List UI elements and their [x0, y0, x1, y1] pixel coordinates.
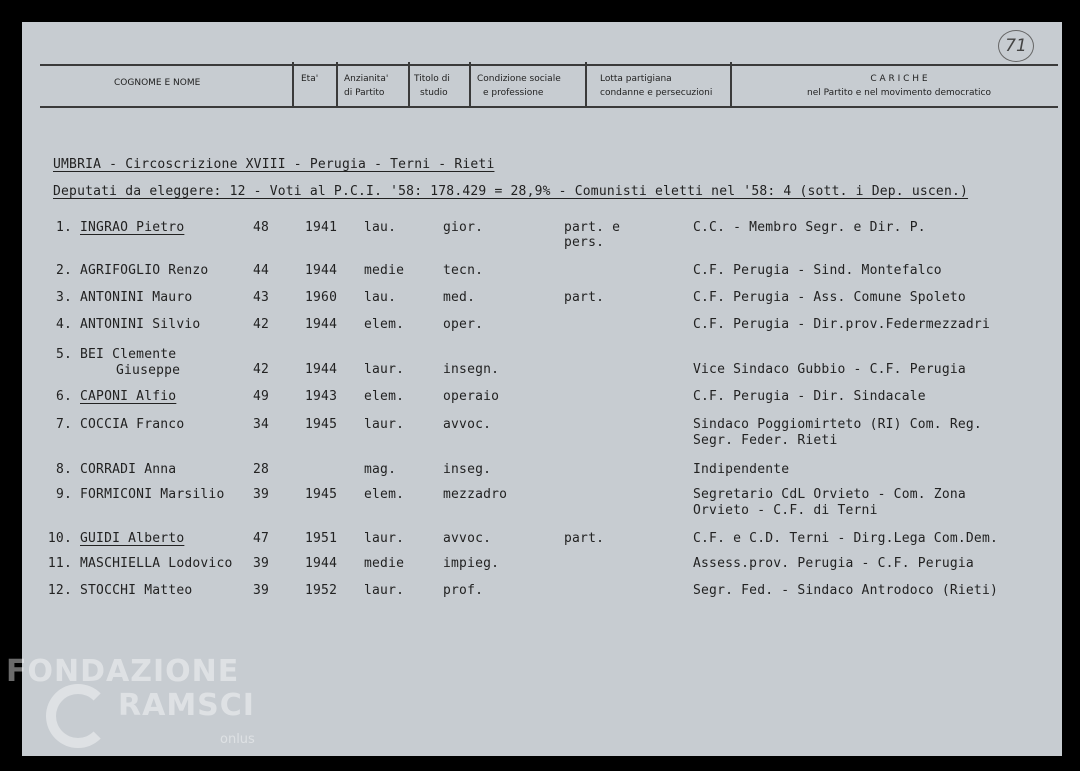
profession: inseg.	[443, 462, 492, 477]
party-role: C.C. - Membro Segr. e Dir. P.	[693, 220, 926, 235]
party-role: C.F. Perugia - Dir. Sindacale	[693, 389, 926, 404]
watermark-line3: onlus	[220, 732, 255, 747]
candidate-name: FORMICONI Marsilio	[80, 487, 225, 502]
column-divider	[730, 62, 732, 106]
party-role: C.F. Perugia - Dir.prov.Federmezzadri	[693, 317, 990, 332]
header-name: COGNOME E NOME	[114, 78, 201, 88]
header-education-1: Titolo di	[414, 74, 450, 84]
party-role: Segretario CdL Orvieto - Com. Zona	[693, 487, 966, 502]
column-divider	[336, 62, 338, 106]
candidate-name: GUIDI Alberto	[80, 531, 185, 546]
candidate-age: 42	[253, 362, 270, 377]
profession: insegn.	[443, 362, 500, 377]
education: lau.	[364, 220, 397, 235]
row-number: 11.	[47, 556, 72, 571]
candidate-age: 48	[253, 220, 270, 235]
profession: oper.	[443, 317, 484, 332]
candidate-name: ANTONINI Silvio	[80, 317, 201, 332]
party-year: 1945	[305, 487, 338, 502]
profession: prof.	[443, 583, 484, 598]
education: laur.	[364, 362, 405, 377]
party-role: Indipendente	[693, 462, 790, 477]
partisan-record: part.	[564, 531, 605, 546]
education: laur.	[364, 583, 405, 598]
party-role: Assess.prov. Perugia - C.F. Perugia	[693, 556, 974, 571]
party-year: 1941	[305, 220, 338, 235]
profession: mezzadro	[443, 487, 508, 502]
candidate-name: Giuseppe	[116, 363, 181, 378]
profession: impieg.	[443, 556, 500, 571]
header-education-2: studio	[420, 88, 448, 98]
partisan-record: part.	[564, 290, 605, 305]
party-role: Sindaco Poggiomirteto (RI) Com. Reg.	[693, 417, 982, 432]
party-role: Vice Sindaco Gubbio - C.F. Perugia	[693, 362, 966, 377]
profession: operaio	[443, 389, 500, 404]
party-year: 1952	[305, 583, 338, 598]
profession: avvoc.	[443, 417, 492, 432]
column-divider	[292, 62, 294, 106]
candidate-age: 39	[253, 556, 270, 571]
deputies-line: Deputati da eleggere: 12 - Voti al P.C.I. '58: 178.429 = 28,9% - Comunisti eletti nel '58: 4 (sott. i Dep. uscen.)	[53, 184, 969, 199]
candidate-age: 39	[253, 487, 270, 502]
party-role: Segr. Feder. Rieti	[693, 433, 838, 448]
candidate-age: 49	[253, 389, 270, 404]
watermark-g-logo	[46, 684, 110, 748]
candidate-age: 44	[253, 263, 270, 278]
party-role: C.F. Perugia - Sind. Montefalco	[693, 263, 942, 278]
party-role: Segr. Fed. - Sindaco Antrodoco (Rieti)	[693, 583, 999, 598]
header-roles-2: nel Partito e nel movimento democratico	[807, 88, 991, 98]
row-number: 7.	[55, 417, 72, 432]
header-bottom-rule	[40, 106, 1058, 108]
row-number: 8.	[55, 462, 72, 477]
partisan-record: part. e	[564, 220, 621, 235]
education: medie	[364, 556, 405, 571]
education: elem.	[364, 317, 405, 332]
party-role: C.F. e C.D. Terni - Dirg.Lega Com.Dem.	[693, 531, 999, 546]
party-role: Orvieto - C.F. di Terni	[693, 503, 878, 518]
party-year: 1945	[305, 417, 338, 432]
party-year: 1944	[305, 362, 338, 377]
column-divider	[469, 62, 471, 106]
candidate-name: COCCIA Franco	[80, 417, 185, 432]
row-number: 12.	[47, 583, 72, 598]
header-seniority-2: di Partito	[344, 88, 385, 98]
party-year: 1951	[305, 531, 338, 546]
row-number: 10.	[47, 531, 72, 546]
candidate-age: 28	[253, 462, 270, 477]
header-top-rule	[40, 64, 1058, 66]
party-year: 1960	[305, 290, 338, 305]
candidate-name: CAPONI Alfio	[80, 389, 177, 404]
candidate-age: 39	[253, 583, 270, 598]
party-year: 1944	[305, 556, 338, 571]
row-number: 5.	[55, 347, 72, 362]
header-seniority-1: Anzianita'	[344, 74, 389, 84]
candidate-name: INGRAO Pietro	[80, 220, 185, 235]
education: elem.	[364, 487, 405, 502]
row-number: 2.	[55, 263, 72, 278]
education: laur.	[364, 417, 405, 432]
row-number: 4.	[55, 317, 72, 332]
candidate-name: STOCCHI Matteo	[80, 583, 193, 598]
party-year: 1944	[305, 263, 338, 278]
candidate-age: 47	[253, 531, 270, 546]
education: elem.	[364, 389, 405, 404]
region-title: UMBRIA - Circoscrizione XVIII - Perugia - Terni - Rieti	[53, 157, 495, 172]
row-number: 3.	[55, 290, 72, 305]
profession: tecn.	[443, 263, 484, 278]
header-condition-2: e professione	[483, 88, 544, 98]
row-number: 9.	[55, 487, 72, 502]
header-roles-1: C A R I C H E	[870, 74, 928, 84]
candidate-name: MASCHIELLA Lodovico	[80, 556, 233, 571]
education: mag.	[364, 462, 397, 477]
watermark-line1: FONDAZIONE	[6, 654, 240, 689]
column-divider	[585, 62, 587, 106]
candidate-name: AGRIFOGLIO Renzo	[80, 263, 209, 278]
row-number: 6.	[55, 389, 72, 404]
party-role: C.F. Perugia - Ass. Comune Spoleto	[693, 290, 966, 305]
education: lau.	[364, 290, 397, 305]
profession: med.	[443, 290, 476, 305]
education: medie	[364, 263, 405, 278]
profession: avvoc.	[443, 531, 492, 546]
header-condition-1: Condizione sociale	[477, 74, 561, 84]
party-year: 1943	[305, 389, 338, 404]
partisan-record: pers.	[564, 235, 605, 250]
candidate-name: ANTONINI Mauro	[80, 290, 193, 305]
column-divider	[408, 62, 410, 106]
candidate-age: 42	[253, 317, 270, 332]
header-struggle-2: condanne e persecuzioni	[600, 88, 713, 98]
header-struggle-1: Lotta partigiana	[600, 74, 672, 84]
candidate-age: 34	[253, 417, 270, 432]
row-number: 1.	[55, 220, 72, 235]
education: laur.	[364, 531, 405, 546]
candidate-name: CORRADI Anna	[80, 462, 177, 477]
page-number: 71	[998, 30, 1034, 62]
candidate-age: 43	[253, 290, 270, 305]
candidate-name: BEI Clemente	[80, 347, 177, 362]
watermark-line2: RAMSCI	[118, 688, 255, 723]
party-year: 1944	[305, 317, 338, 332]
profession: gior.	[443, 220, 484, 235]
header-age: Eta'	[301, 74, 319, 84]
